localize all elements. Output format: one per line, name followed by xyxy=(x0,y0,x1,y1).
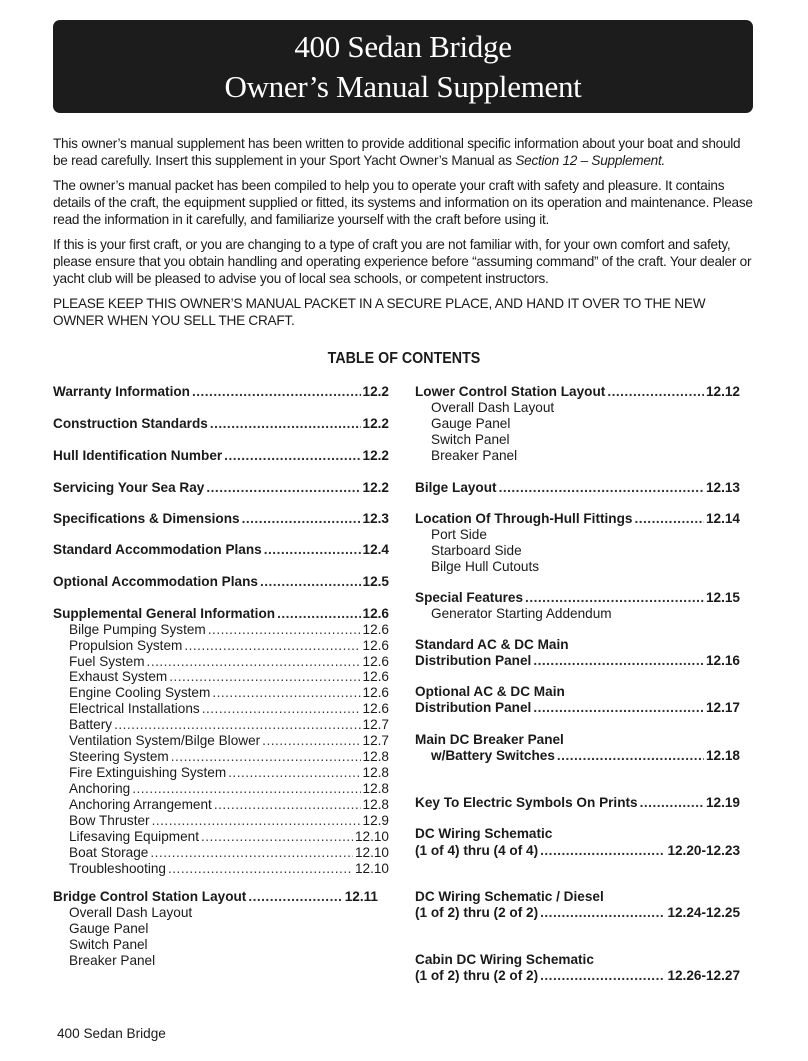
toc-label: (1 of 2) thru (2 of 2) xyxy=(415,905,539,920)
toc-page: 12.18 xyxy=(705,748,740,763)
toc-page: 12.6 xyxy=(362,638,389,653)
leader-dots xyxy=(607,384,704,400)
toc-label: Lower Control Station Layout xyxy=(415,384,606,399)
toc-label: w/Battery Switches xyxy=(431,748,555,763)
toc-page: 12.2 xyxy=(362,480,389,495)
toc-sub-ventilation[interactable] xyxy=(53,733,389,749)
toc-entry-specs[interactable] xyxy=(53,511,389,527)
toc-page: 12.6 xyxy=(362,606,389,621)
toc-page: 12.3 xyxy=(362,511,389,526)
leader-dots xyxy=(132,781,360,797)
leader-dots xyxy=(540,843,665,859)
toc-label: Propulsion System xyxy=(69,638,183,653)
toc-page: 12.11 xyxy=(344,889,378,904)
toc-label: Location Of Through-Hull Fittings xyxy=(415,511,633,526)
leader-dots xyxy=(208,622,361,638)
toc-page: 12.4 xyxy=(362,542,389,557)
toc-entry-std-acdc[interactable] xyxy=(415,653,740,669)
toc-label: Bilge Pumping System xyxy=(69,622,206,637)
toc-label: (1 of 2) thru (2 of 2) xyxy=(415,968,539,983)
leader-dots xyxy=(634,511,704,527)
toc-sub-lifesaving[interactable] xyxy=(53,829,389,845)
toc-label: Key To Electric Symbols On Prints xyxy=(415,795,638,810)
toc-entry-opt-acdc[interactable] xyxy=(415,700,740,716)
toc-page: 12.8 xyxy=(362,765,389,780)
toc-label: Bilge Layout xyxy=(415,480,497,495)
leader-dots xyxy=(540,968,665,984)
toc-page: 12.26-12.27 xyxy=(667,968,740,983)
toc-sub-electrical[interactable] xyxy=(53,701,389,717)
toc-label: Exhaust System xyxy=(69,669,168,684)
toc-page: 12.10 xyxy=(354,845,389,860)
toc-label: Lifesaving Equipment xyxy=(69,829,199,844)
toc-sub-bilge-cutouts[interactable]: Bilge Hull Cutouts xyxy=(431,559,540,574)
toc-label: Steering System xyxy=(69,749,169,764)
toc-page: 12.16 xyxy=(705,653,740,668)
leader-dots xyxy=(540,905,665,921)
leader-dots xyxy=(224,448,360,464)
toc-sub-bridge-switch[interactable]: Switch Panel xyxy=(69,937,148,952)
leader-dots xyxy=(214,797,361,813)
toc-entry-warranty[interactable] xyxy=(53,384,389,400)
toc-sub-fire[interactable] xyxy=(53,765,389,781)
toc-sub-lower-switch[interactable]: Switch Panel xyxy=(431,432,510,447)
toc-page: 12.7 xyxy=(362,717,389,732)
toc-label: Hull Identification Number xyxy=(53,448,223,463)
intro-paragraph-2: The owner’s manual packet has been compiled to help you to operate your craft with safety and pleasure. It contains details of the craft, the equipment supplied or fitted, its systems and information on its operation and maintenance. Please read the information in it carefully, and familiarize yourself with the craft before using it. xyxy=(53,178,753,227)
toc-sub-fuel[interactable] xyxy=(53,654,389,670)
toc-page: 12.14 xyxy=(705,511,740,526)
toc-sub-generator-addendum[interactable]: Generator Starting Addendum xyxy=(431,606,612,621)
toc-page: 12.6 xyxy=(362,701,389,716)
toc-entry-key-symbols[interactable] xyxy=(415,795,740,811)
leader-dots xyxy=(499,480,704,496)
toc-entry-std-accommodation[interactable] xyxy=(53,542,389,558)
leader-dots xyxy=(533,653,704,669)
toc-entry-cabin-dc-line1[interactable]: Cabin DC Wiring Schematic xyxy=(415,952,594,967)
toc-sub-bridge-dash[interactable]: Overall Dash Layout xyxy=(69,905,193,920)
toc-label: Special Features xyxy=(415,590,524,605)
toc-entry-lower-layout[interactable] xyxy=(415,384,740,400)
leader-dots xyxy=(114,717,360,733)
title-line-2: Owner’s Manual Supplement xyxy=(224,69,582,104)
toc-page: 12.2 xyxy=(362,384,389,399)
leader-dots xyxy=(525,590,704,606)
toc-page: 12.6 xyxy=(362,654,389,669)
toc-entry-dc-wiring[interactable] xyxy=(415,843,740,859)
toc-label: Boat Storage xyxy=(69,845,149,860)
toc-page: 12.9 xyxy=(362,813,389,828)
toc-entry-dc-diesel[interactable] xyxy=(415,905,740,921)
toc-entry-hin[interactable] xyxy=(53,448,389,464)
toc-sub-bow-thruster[interactable] xyxy=(53,813,389,829)
toc-entry-opt-accommodation[interactable] xyxy=(53,574,389,590)
title-line-1: 400 Sedan Bridge xyxy=(294,29,512,64)
toc-label: Supplemental General Information xyxy=(53,606,276,621)
leader-dots xyxy=(169,669,360,685)
toc-page: 12.7 xyxy=(362,733,389,748)
toc-label: Electrical Installations xyxy=(69,701,200,716)
leader-dots xyxy=(264,542,361,558)
leader-dots xyxy=(147,654,361,670)
toc-page: 12.10 xyxy=(354,829,389,844)
toc-entry-dc-diesel-line1[interactable]: DC Wiring Schematic / Diesel xyxy=(415,889,604,904)
toc-sub-exhaust[interactable] xyxy=(53,669,389,685)
toc-entry-opt-acdc-line1[interactable]: Optional AC & DC Main xyxy=(415,684,565,699)
toc-page: 12.10 xyxy=(354,861,389,876)
toc-label: Optional Accommodation Plans xyxy=(53,574,258,589)
toc-entry-bilge-layout[interactable] xyxy=(415,480,740,496)
toc-label: Fire Extinguishing System xyxy=(69,765,227,780)
toc-label: Distribution Panel xyxy=(415,653,532,668)
toc-page: 12.19 xyxy=(705,795,740,810)
toc-page: 12.8 xyxy=(362,749,389,764)
toc-page: 12.5 xyxy=(362,574,389,589)
toc-entry-dc-wiring-line1[interactable]: DC Wiring Schematic xyxy=(415,826,553,841)
toc-entry-std-acdc-line1[interactable]: Standard AC & DC Main xyxy=(415,637,569,652)
leader-dots xyxy=(152,813,361,829)
toc-label: Servicing Your Sea Ray xyxy=(53,480,205,495)
toc-label: (1 of 4) thru (4 of 4) xyxy=(415,843,539,858)
toc-label: Anchoring Arrangement xyxy=(69,797,212,812)
toc-title: TABLE OF CONTENTS xyxy=(327,350,481,367)
toc-page: 12.2 xyxy=(362,448,389,463)
toc-sub-bridge-gauge[interactable]: Gauge Panel xyxy=(69,921,149,936)
toc-sub-steering[interactable] xyxy=(53,749,389,765)
toc-label: Battery xyxy=(69,717,113,732)
toc-entry-main-dc[interactable] xyxy=(415,748,740,764)
leader-dots xyxy=(168,861,353,877)
intro-p1-section-ref: Section 12 – Supplement. xyxy=(515,153,666,168)
toc-label: Construction Standards xyxy=(53,416,208,431)
leader-dots xyxy=(201,829,353,845)
toc-page: 12.15 xyxy=(705,590,740,605)
leader-dots xyxy=(150,845,353,861)
toc-label: Engine Cooling System xyxy=(69,685,211,700)
toc-label: Specifications & Dimensions xyxy=(53,511,240,526)
toc-sub-anchoring-arrangement[interactable] xyxy=(53,797,389,813)
leader-dots xyxy=(557,748,704,764)
leader-dots xyxy=(242,511,361,527)
toc-label: Ventilation System/Bilge Blower xyxy=(69,733,261,748)
page-footer: 400 Sedan Bridge xyxy=(57,1026,166,1041)
toc-sub-lower-breaker[interactable]: Breaker Panel xyxy=(431,448,518,463)
leader-dots xyxy=(192,384,361,400)
toc-sub-lower-gauge[interactable]: Gauge Panel xyxy=(431,416,511,431)
toc-page: 12.13 xyxy=(705,480,740,495)
toc-page: 12.17 xyxy=(705,700,740,715)
leader-dots xyxy=(212,685,360,701)
toc-page: 12.6 xyxy=(362,622,389,637)
toc-sub-lower-dash[interactable]: Overall Dash Layout xyxy=(431,400,555,415)
toc-entry-bridge-layout[interactable] xyxy=(53,889,378,905)
intro-text xyxy=(53,135,755,337)
toc-sub-engine-cooling[interactable] xyxy=(53,685,389,701)
leader-dots xyxy=(277,606,360,622)
leader-dots xyxy=(206,480,360,496)
toc-entry-thru-hull[interactable] xyxy=(415,511,740,527)
toc-label: Standard Accommodation Plans xyxy=(53,542,262,557)
toc-sub-anchoring[interactable] xyxy=(53,781,389,797)
toc-sub-bridge-breaker[interactable]: Breaker Panel xyxy=(69,953,156,968)
toc-label: Distribution Panel xyxy=(415,700,532,715)
intro-paragraph-4: PLEASE KEEP THIS OWNER’S MANUAL PACKET IN A SECURE PLACE, AND HAND IT OVER TO THE NEW OWNER WHEN YOU SELL THE CRAFT. xyxy=(53,296,706,328)
toc-page: 12.20-12.23 xyxy=(667,843,740,858)
toc-entry-special-features[interactable] xyxy=(415,590,740,606)
leader-dots xyxy=(210,416,361,432)
toc-label: Troubleshooting xyxy=(69,861,166,876)
leader-dots xyxy=(262,733,360,749)
toc-page: 12.6 xyxy=(362,685,389,700)
toc-label: Fuel System xyxy=(69,654,145,669)
leader-dots xyxy=(171,749,361,765)
toc-sub-battery[interactable] xyxy=(53,717,389,733)
toc-page: 12.2 xyxy=(362,416,389,431)
toc-label: Warranty Information xyxy=(53,384,190,399)
toc-sub-port-side[interactable]: Port Side xyxy=(431,527,487,542)
toc-page: 12.12 xyxy=(705,384,740,399)
leader-dots xyxy=(260,574,361,590)
toc-entry-supplemental-general[interactable] xyxy=(53,606,389,622)
leader-dots xyxy=(184,638,360,654)
leader-dots xyxy=(228,765,360,781)
toc-entry-main-dc-line1[interactable]: Main DC Breaker Panel xyxy=(415,732,564,747)
leader-dots xyxy=(640,795,704,811)
toc-sub-troubleshooting[interactable] xyxy=(53,861,389,877)
toc-label: Bridge Control Station Layout xyxy=(53,889,247,904)
toc-entry-construction[interactable] xyxy=(53,416,389,432)
toc-label: Bow Thruster xyxy=(69,813,150,828)
toc-page: 12.8 xyxy=(362,797,389,812)
toc-label: Anchoring xyxy=(69,781,131,796)
intro-p1-text: This owner’s manual supplement has been written to provide additional specific information about your boat and should be read carefully. Insert this supplement in your Sport Yacht Owner’s Manual as xyxy=(53,136,741,168)
toc-entry-servicing[interactable] xyxy=(53,480,389,496)
intro-paragraph-3: If this is your first craft, or you are changing to a type of craft you are not familiar with, for your own comfort and safety, please ensure that you obtain handling and operating experience before “assuming command” of the craft. Your dealer or yacht club will be pleased to advise you of local sea schools, or competent instructors. xyxy=(53,237,752,286)
toc-sub-boat-storage[interactable] xyxy=(53,845,389,861)
toc-sub-propulsion[interactable] xyxy=(53,638,389,654)
leader-dots xyxy=(248,889,342,905)
title-banner xyxy=(53,20,753,113)
leader-dots xyxy=(202,701,361,717)
toc-sub-bilge-pumping[interactable] xyxy=(53,622,389,638)
toc-sub-starboard-side[interactable]: Starboard Side xyxy=(431,543,522,558)
intro-paragraph-1 xyxy=(53,135,755,169)
toc-page: 12.8 xyxy=(362,781,389,796)
leader-dots xyxy=(533,700,704,716)
toc-page: 12.6 xyxy=(362,669,389,684)
toc-entry-cabin-dc[interactable] xyxy=(415,968,740,984)
toc-page: 12.24-12.25 xyxy=(667,905,740,920)
